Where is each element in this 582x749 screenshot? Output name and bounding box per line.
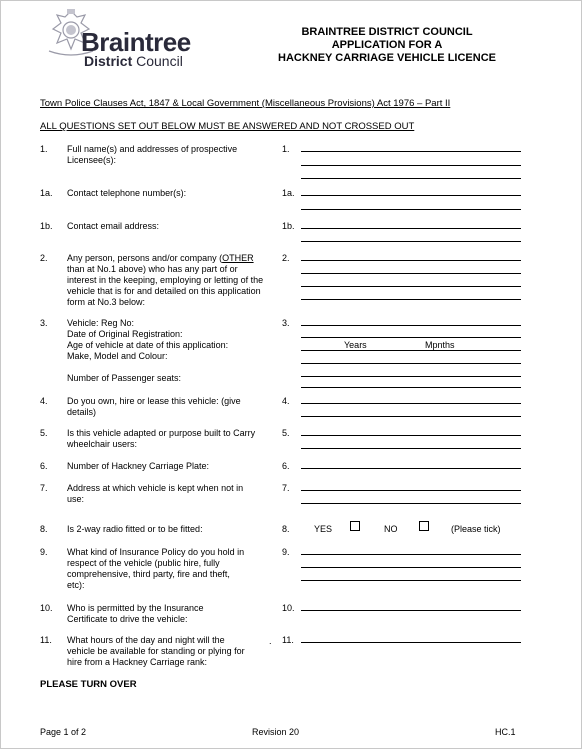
- council-logo: [41, 7, 221, 69]
- answer-line[interactable]: [301, 387, 521, 388]
- revision: Revision 20: [252, 727, 300, 737]
- yes-checkbox[interactable]: [350, 521, 360, 531]
- answer-number: 1.: [282, 144, 290, 154]
- yes-label: YES: [314, 524, 333, 534]
- form-code: HC.1: [495, 727, 516, 737]
- question-text: Do you own, hire or lease this vehicle: (give details): [67, 396, 241, 417]
- question-number: 1b.: [40, 221, 53, 231]
- question-number: 6.: [40, 461, 48, 471]
- stray-dot: .: [269, 636, 272, 646]
- answer-number: 2.: [282, 253, 290, 263]
- question-text: Who is permitted by the Insurance Certificate to drive the vehicle:: [67, 603, 204, 624]
- answer-number: 9.: [282, 547, 290, 557]
- answer-number: 8.: [282, 524, 290, 534]
- answer-line[interactable]: [301, 228, 521, 229]
- answer-line[interactable]: [301, 260, 521, 261]
- question-number: 5.: [40, 428, 48, 438]
- question-text: Contact email address:: [67, 221, 160, 231]
- question-text: What hours of the day and night will the vehicle be available for standing or plying for hire from a Hackney Carriage rank:: [67, 635, 245, 667]
- answer-number: 11.: [282, 635, 294, 645]
- logo-subtitle: District Council: [84, 53, 183, 69]
- act-reference: Town Police Clauses Act, 1847 & Local Government (Miscellaneous Provisions) Act 1976 – Part II: [40, 98, 451, 109]
- question-number: 11.: [40, 635, 52, 645]
- answer-line[interactable]: [301, 448, 521, 449]
- question-text: Is 2-way radio fitted or to be fitted:: [67, 524, 203, 534]
- question-number: 3.: [40, 318, 48, 328]
- please-turn-over: PLEASE TURN OVER: [40, 679, 137, 690]
- answer-line[interactable]: [301, 567, 521, 568]
- answer-line[interactable]: [301, 350, 521, 351]
- question-number: 9.: [40, 547, 48, 557]
- answer-line[interactable]: [301, 178, 521, 179]
- answer-line[interactable]: [301, 554, 521, 555]
- question-number: 1.: [40, 144, 48, 154]
- answer-number: 7.: [282, 483, 290, 493]
- answer-line[interactable]: [301, 580, 521, 581]
- answer-line[interactable]: [301, 468, 521, 469]
- answer-line[interactable]: [301, 337, 521, 338]
- question-text: What kind of Insurance Policy do you hold in respect of the vehicle (public hire, fully comprehensive, third party, fire and theft, etc):: [67, 547, 245, 590]
- answer-number: 4.: [282, 396, 290, 406]
- answer-line[interactable]: [301, 241, 521, 242]
- answer-line[interactable]: [301, 503, 521, 504]
- answer-number: 10.: [282, 603, 295, 613]
- instruction-text: ALL QUESTIONS SET OUT BELOW MUST BE ANSWERED AND NOT CROSSED OUT: [40, 121, 415, 132]
- months-label: Mpnths: [425, 340, 455, 350]
- question-text: Number of Hackney Carriage Plate:: [67, 461, 210, 471]
- answer-number: 1b.: [282, 221, 295, 231]
- answer-number: 3.: [282, 318, 290, 328]
- answer-line[interactable]: [301, 403, 521, 404]
- answer-line[interactable]: [301, 325, 521, 326]
- answer-line[interactable]: [301, 642, 521, 643]
- years-label: Years: [344, 340, 367, 350]
- answer-line[interactable]: [301, 490, 521, 491]
- no-label: NO: [384, 524, 398, 534]
- question-text: Full name(s) and addresses of prospective Licensee(s):: [67, 144, 238, 165]
- question-text: Any person, persons and/or company (OTHER than at No.1 above) who has any part of or interest in the keeping, employing or letting of the vehicle that is for and detailed on this application form at No.3 below:: [67, 253, 264, 307]
- answer-line[interactable]: [301, 299, 521, 300]
- answer-line[interactable]: [301, 435, 521, 436]
- please-tick-note: (Please tick): [451, 524, 501, 534]
- answer-line[interactable]: [301, 363, 521, 364]
- question-text: Is this vehicle adapted or purpose built to Carry wheelchair users:: [67, 428, 256, 449]
- question-text: Number of Passenger seats:: [67, 373, 182, 383]
- question-number: 10.: [40, 603, 53, 613]
- question-text: Contact telephone number(s):: [67, 188, 187, 198]
- answer-line[interactable]: [301, 165, 521, 166]
- answer-line[interactable]: [301, 286, 521, 287]
- answer-number: 5.: [282, 428, 290, 438]
- answer-line[interactable]: [301, 376, 521, 377]
- question-text: Vehicle: Reg No: Date of Original Registration: Age of vehicle at date of this application: Make, Model and Colour:: [67, 318, 229, 361]
- question-text: Address at which vehicle is kept when not in use:: [67, 483, 244, 504]
- form-title: BRAINTREE DISTRICT COUNCIL APPLICATION FOR A HACKNEY CARRIAGE VEHICLE LICENCE: [278, 26, 496, 64]
- page-number: Page 1 of 2: [40, 727, 87, 737]
- answer-line[interactable]: [301, 610, 521, 611]
- question-number: 1a.: [40, 188, 53, 198]
- answer-number: 6.: [282, 461, 290, 471]
- answer-line[interactable]: [301, 416, 521, 417]
- logo-name: Braintree: [81, 27, 191, 57]
- question-number: 8.: [40, 524, 48, 534]
- answer-line[interactable]: [301, 195, 521, 196]
- no-checkbox[interactable]: [419, 521, 429, 531]
- answer-line[interactable]: [301, 151, 521, 152]
- question-number: 4.: [40, 396, 48, 406]
- question-number: 7.: [40, 483, 48, 493]
- question-number: 2.: [40, 253, 48, 263]
- answer-line[interactable]: [301, 273, 521, 274]
- answer-line[interactable]: [301, 209, 521, 210]
- answer-number: 1a.: [282, 188, 295, 198]
